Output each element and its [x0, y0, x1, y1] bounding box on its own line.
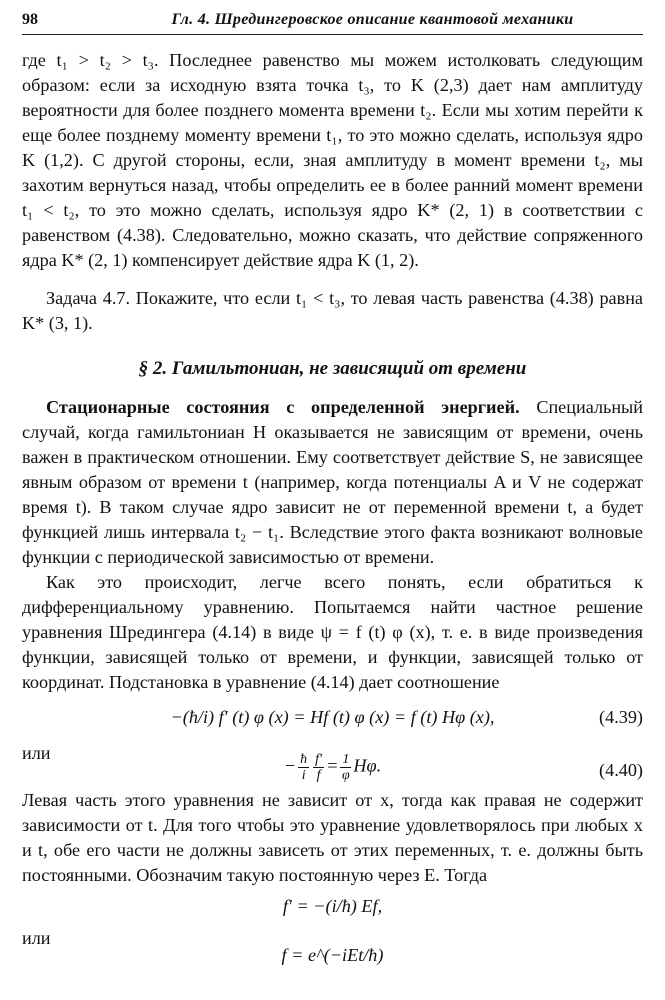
- run-in-heading: Стационарные состояния с определенной энергией.: [46, 397, 520, 417]
- word-or: или: [22, 743, 51, 763]
- equation-f-exp-formula: f = e^(−iEt/ħ): [281, 945, 384, 965]
- fraction-1-phi: [340, 752, 351, 783]
- running-title: Гл. 4. Шредингеровское описание квантовой механики: [171, 11, 574, 28]
- eq-rhs: Hφ.: [353, 755, 382, 776]
- paragraph-kernel-interpretation: где t₁ > t₂ > t₃. Последнее равенство мы можем истолковать следующим образом: если за исходную взята точка t₃, то K (2,3) дает нам амплитуду вероятности для более позднего момента времени t₂. Если мы хотим перейти к еще более позднему моменту времени t₁, то это можно сделать, используя ядро K (1,2). С другой стороны, если, зная амплитуду в момент времени t₂, мы захотим вернуться назад, чтобы определить ее в более ранний момент времени t₁ < t₂, то это можно сделать, используя ядро K* (2, 1) в соответствии с равенством (4.38). Следовательно, можно сказать, что действие сопряженного ядра K* (2, 1) компенсирует действие ядра K (1, 2).: [22, 50, 643, 270]
- problem-4-7: Задача 4.7. Покажите, что если t₁ < t₃, то левая часть равенства (4.38) равна K* (3, 1).: [22, 288, 643, 333]
- equation-4-40: [22, 748, 643, 788]
- eq-equals: =: [326, 755, 339, 776]
- paragraph-constant-E: Левая часть этого уравнения не зависит от x, тогда как правая не содержит зависимости от t. Для того чтобы это уравнение удовлетворялось при любых x и t, обе его части не должны зависеть от этих переменных, т. е. должны быть постоянными. Обозначим такую постоянную через E. Тогда: [22, 790, 643, 885]
- fraction-num: ħ: [300, 752, 308, 767]
- fraction-fprime-f: [313, 752, 324, 783]
- equation-4-39-number: (4.39): [599, 707, 643, 727]
- fraction-hbar-i: [298, 752, 309, 783]
- equation-f-exp: [22, 943, 643, 973]
- page-body: [22, 48, 643, 973]
- eq-sign: −: [283, 755, 297, 776]
- equation-4-39-formula: −(ħ/i) f′ (t) φ (x) = Hf (t) φ (x) = f (t) Hφ (x),: [170, 707, 495, 727]
- running-header: [22, 8, 643, 35]
- section-heading: § 2. Гамильтониан, не зависящий от времени: [138, 358, 527, 379]
- equation-f-prime: [22, 888, 643, 926]
- fraction-den: f: [316, 768, 321, 783]
- paragraph-stationary-text: Специальный случай, когда гамильтониан H оказывается не зависящим от времени, очень важен в практическом отношении. Ему соответствует действие S, не зависящее явным образом от времени t (например, когда потенциалы A и V не содержат время t). В таком случае ядро зависит не от переменной времени t, а будет функцией лишь интервала t₂ − t₁. Вследствие этого факта возникают волновые функции с периодической зависимостью от времени.: [22, 397, 644, 567]
- spacer: [22, 273, 643, 286]
- equation-4-40-number: (4.40): [599, 760, 643, 780]
- word-or: или: [22, 928, 51, 948]
- fraction-den: φ: [342, 768, 350, 783]
- fraction-den: i: [301, 768, 306, 783]
- fraction-num: f′: [315, 752, 323, 767]
- equation-4-39: [22, 695, 643, 741]
- page-number: 98: [22, 11, 38, 28]
- equation-f-prime-formula: f′ = −(i/ħ) Ef,: [282, 896, 383, 916]
- fraction-num: 1: [342, 752, 350, 767]
- paragraph-separation: Как это происходит, легче всего понять, если обратиться к дифференциальному уравнению. Попытаемся найти частное решение уравнения Шредингера (4.14) в виде ψ = f (t) φ (x), т. е. в виде произведения функции, зависящей только от времени, и функции, зависящей только от координат. Подстановка в уравнение (4.14) дает соотношение: [22, 572, 643, 692]
- equation-4-40-formula: [22, 752, 643, 783]
- paragraph-stationary-states: [22, 395, 643, 570]
